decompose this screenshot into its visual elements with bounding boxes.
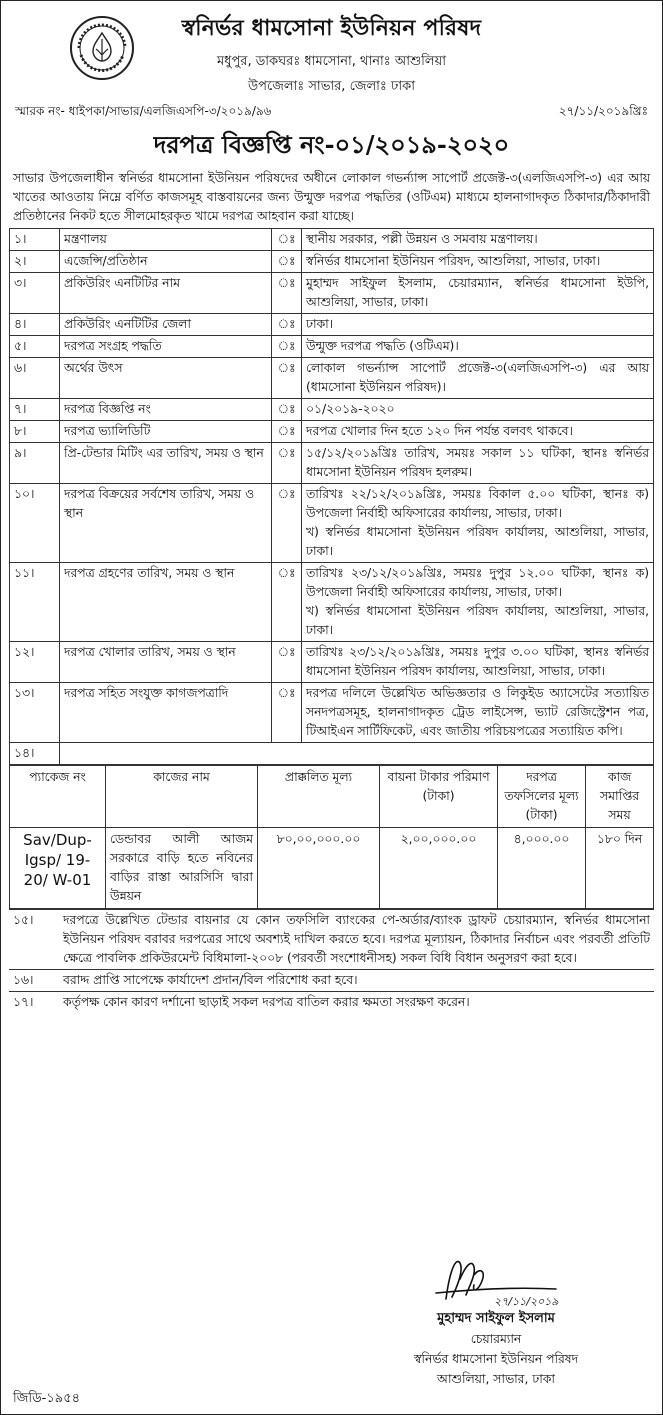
detail-value <box>302 399 654 421</box>
union-seal-icon <box>69 15 135 81</box>
detail-value <box>302 273 654 314</box>
detail-label: দরপত্র বিজ্ঞপ্তি নং <box>60 399 272 421</box>
detail-colon: ঃ <box>272 484 302 563</box>
detail-label: দরপত্র গ্রহণের তারিখ, সময় ও স্থান <box>60 563 272 642</box>
package-row <box>10 828 654 909</box>
detail-value-line: খ) স্বনির্ভর ধামসোনা ইউনিয়ন পরিষদ কার্যালয়, আশুলিয়া, সাভার, ঢাকা। <box>306 525 649 558</box>
package-code: Sav/Dup-Igsp/ 19-20/ W-01 <box>10 828 106 909</box>
memo-date: ২৭/১১/২০১৯খ্রিঃ <box>558 104 648 118</box>
package-table <box>9 765 654 909</box>
org-name: স্বনির্ভর ধামসোনা ইউনিয়ন পরিষদ <box>181 15 482 41</box>
detail-serial: ২। <box>10 251 60 273</box>
detail-value <box>302 229 654 251</box>
signatory-office: স্বনির্ভর ধামসোনা ইউনিয়ন পরিষদ <box>413 1352 579 1366</box>
detail-label: দরপত্র খোলার তারিখ, সময় ও স্থান <box>60 642 272 683</box>
detail-value-line: দরপত্র দলিলে উল্লেখিত অভিজ্ঞতার ও লিকুইড অ্যাসেটের সত্যায়িত সনদপত্রসমূহ, হালনাগাদকৃত ট্রেড লাইসেন্স, ভ্যাট রেজিস্ট্রেশন পত্র, টিআইএন সার্টিফিকেট, এবং জাতীয় পরিচয়পত্রের সত্যায়িত কপি। <box>306 686 649 738</box>
detail-colon: ঃ <box>272 336 302 358</box>
package-completion-time: ১৮০ দিন <box>586 828 654 909</box>
detail-serial: ৮। <box>10 421 60 443</box>
detail-serial: ১। <box>10 229 60 251</box>
detail-serial: ১১। <box>10 563 60 642</box>
detail-colon: ঃ <box>272 251 302 273</box>
term-number: ১৫। <box>9 910 59 970</box>
signatory-location: আশুলিয়া, সাভার, ঢাকা <box>437 1372 555 1386</box>
term-item <box>9 992 654 1014</box>
detail-serial: ৪। <box>10 314 60 336</box>
detail-value-line: স্থানীয় সরকার, পল্লী উন্নয়ন ও সমবায় মন্ত্রণালয়। <box>306 232 538 246</box>
detail-value <box>302 683 654 743</box>
term-item <box>9 910 654 970</box>
detail-value-line: ১৫/১২/২০১৯খ্রিঃ তারিখ, সময়ঃ সকাল ১১ ঘটিকা, স্থানঃ স্বনির্ভর ধামসোনা ইউনিয়ন পরিষদ হলরুম। <box>306 446 649 479</box>
detail-colon: ঃ <box>272 683 302 743</box>
detail-value <box>302 642 654 683</box>
detail-row <box>10 743 654 765</box>
signature-block <box>376 1249 616 1389</box>
detail-value-line: স্বনির্ভর ধামসোনা ইউনিয়ন পরিষদ, আশুলিয়া, সাভার, ঢাকা। <box>306 254 601 268</box>
detail-row <box>10 399 654 421</box>
detail-row <box>10 273 654 314</box>
package-header-row <box>10 766 654 828</box>
package-schedule-price: ৪,০০০.০০ <box>498 828 586 909</box>
detail-value-line: ০১/২০১৯-২০২০ <box>306 402 395 416</box>
detail-value <box>302 314 654 336</box>
detail-colon: ঃ <box>272 642 302 683</box>
detail-label: দরপত্র সংগ্রহ পদ্ধতি <box>60 336 272 358</box>
detail-row <box>10 484 654 563</box>
detail-row <box>10 421 654 443</box>
notice-title: দরপত্র বিজ্ঞপ্তি নং-০১/২০১৯-২০২০ <box>153 130 510 159</box>
detail-serial: ৩। <box>10 273 60 314</box>
detail-value-line: মুহাম্মদ সাইফুল ইসলাম, চেয়ারম্যান, স্বনির্ভর ধামসোনা ইউপি, আশুলিয়া, সাভার, ঢাকা। <box>306 276 649 309</box>
notice-header <box>9 11 654 101</box>
detail-colon: ঃ <box>272 358 302 399</box>
package-earnest-money: ২,০০,০০০.০০ <box>380 828 498 909</box>
handwritten-signature-icon <box>416 1249 576 1309</box>
detail-value <box>302 251 654 273</box>
detail-value-line: ঢাকা। <box>306 317 334 331</box>
detail-serial: ৫। <box>10 336 60 358</box>
detail-label: প্রকিউরিং এনটিটির নাম <box>60 273 272 314</box>
detail-value <box>302 421 654 443</box>
intro-paragraph: সাভার উপজেলাধীন স্বনির্ভর ধামসোনা ইউনিয়ন পরিষদের অধীনে লোকাল গভর্ন্যান্স সাপোর্ট প্রজেক্ট-৩(এলজিএসপি-৩) এর আয় খাতের আওতায় নিম্নে বর্ণিত কাজসমূহ বাস্তবায়নের জন্য উন্মুক্ত দরপত্র পদ্ধতির (ওটিএম) মাধ্যমে হালনাগাদকৃত ঠিকাদার/ঠিকাদারী প্রতিষ্ঠানের নিকট হতে সীলমোহরকৃত খামে দরপত্র আহবান করা যাচ্ছে। <box>13 171 650 223</box>
detail-label: দরপত্র সহিত সংযুক্ত কাগজপত্রাদি <box>60 683 272 743</box>
detail-value <box>302 563 654 642</box>
detail-row <box>10 683 654 743</box>
memo-number: স্মারক নং- ধাইপকা/সাভার/এলজিএসপি-৩/২০১৯/৯৬ <box>15 104 272 118</box>
detail-value <box>302 443 654 484</box>
detail-value <box>302 358 654 399</box>
signature-date: ২৭/১১/২০১৯ <box>494 1295 559 1308</box>
address-line-1: মধুপুর, ডাকঘরঃ ধামসোনা, থানাঃ আশুলিয়া <box>216 54 447 69</box>
detail-row <box>10 251 654 273</box>
detail-row <box>10 563 654 642</box>
detail-label: মন্ত্রণালয় <box>60 229 272 251</box>
terms-list <box>9 909 654 1013</box>
package-header-cell: কাজ সমাপ্তির সময় <box>586 766 654 828</box>
detail-colon: ঃ <box>272 421 302 443</box>
term-text: দরপত্রে উল্লেখিত টেন্ডার বায়নার যে কোন তফসিলি ব্যাংকের পে-অর্ডার/ব্যাংক ড্রাফট চেয়ারম্যান, স্বনির্ভর ধামসোনা ইউনিয়ন পরিষদ বরাবর দরপত্রের সাথে অবশ্যই দাখিল করতে হবে। দরপত্র মূল্যায়ন, ঠিকাদার নির্বাচন এবং পরবর্তী প্রতিটি ক্ষেত্রে পাবলিক প্রকিউরমেন্ট বিধিমালা-২০০৮ (পরবর্তী সংশোধনীসহ) সকল বিধি বিধান অনুসরণ করা হবে। <box>59 910 654 970</box>
tender-details-table <box>9 228 654 765</box>
detail-value-line: উন্মুক্ত দরপত্র পদ্ধতি (ওটিএম)। <box>306 339 459 353</box>
address-line-2: উপজেলাঃ সাভার, জেলাঃ ঢাকা <box>248 79 415 94</box>
tender-details-body <box>10 229 654 765</box>
detail-serial: ৬। <box>10 358 60 399</box>
detail-row <box>10 314 654 336</box>
detail-value-line: তারিখঃ ২৩/১২/২০১৯খ্রিঃ, সময়ঃ দুপুর ১২.০০ ঘটিকা, স্থানঃ ক) উপজেলা নির্বাহী অফিসারের কার্যালয়, সাভার, ঢাকা। <box>306 566 649 599</box>
detail-serial: ১০। <box>10 484 60 563</box>
package-header-cell: প্যাকেজ নং <box>10 766 106 828</box>
package-work-name: ডেন্ডাবর আলী আজম সরকারে বাড়ি হতে নবিনের বাড়ির রাস্তা আরসিসি দ্বারা উন্নয়ন <box>106 828 258 909</box>
detail-value-line: দরপত্র খোলার দিন হতে ১২০ দিন পর্যন্ত বলবৎ থাকবে। <box>306 424 573 438</box>
detail-empty <box>60 743 654 765</box>
signatory-name: মুহাম্মদ সাইফুল ইসলাম <box>437 1311 555 1326</box>
detail-value <box>302 336 654 358</box>
signatory-designation: চেয়ারম্যান <box>470 1332 522 1346</box>
detail-serial: ১৪। <box>10 743 60 765</box>
package-header-cell: প্রাক্কলিত মূল্য <box>258 766 380 828</box>
memo-row <box>9 103 654 123</box>
detail-serial: ৭। <box>10 399 60 421</box>
detail-value-line: তারিখঃ ২৩/১২/২০১৯খ্রিঃ, সময়ঃ দুপুর ৩.০০ ঘটিকা, স্থানঃ স্বনির্ভর ধামসোনা ইউনিয়ন পরিষদ কার্যালয়, আশুলিয়া, সাভার, ঢাকা। <box>306 645 649 678</box>
detail-row <box>10 358 654 399</box>
detail-value-line: খ) স্বনির্ভর ধামসোনা ইউনিয়ন পরিষদ কার্যালয়, আশুলিয়া, সাভার, ঢাকা। <box>306 604 649 637</box>
detail-row <box>10 336 654 358</box>
detail-label: অর্থের উৎস <box>60 358 272 399</box>
term-text: কর্তৃপক্ষ কোন কারণ দর্শানো ছাড়াই সকল দরপত্র বাতিল করার ক্ষমতা সংরক্ষণ করেন। <box>59 992 654 1014</box>
package-estimated-cost: ৮০,০০,০০০.০০ <box>258 828 380 909</box>
detail-serial: ১৩। <box>10 683 60 743</box>
term-number: ১৬। <box>9 970 59 992</box>
detail-colon: ঃ <box>272 273 302 314</box>
term-text: বরাদ্দ প্রাপ্তি সাপেক্ষে কার্যাদেশ প্রদান/বিল পরিশোধ করা হবে। <box>59 970 654 992</box>
detail-serial: ৯। <box>10 443 60 484</box>
detail-value <box>302 484 654 563</box>
detail-colon: ঃ <box>272 229 302 251</box>
detail-colon: ঃ <box>272 563 302 642</box>
detail-colon: ঃ <box>272 314 302 336</box>
detail-label: দরপত্র ভ্যালিডিটি <box>60 421 272 443</box>
detail-row <box>10 642 654 683</box>
package-header-cell: বায়না টাকার পরিমাণ (টাকা) <box>380 766 498 828</box>
package-header-cell: দরপত্র তফসিলের মূল্য (টাকা) <box>498 766 586 828</box>
detail-label: দরপত্র বিক্রয়ের সর্বশেষ তারিখ, সময় ও স্থান <box>60 484 272 563</box>
detail-colon: ঃ <box>272 443 302 484</box>
detail-value-line: লোকাল গভর্ন্যান্স সাপোর্ট প্রজেক্ট-৩(এলজিএসপি-৩) এর আয় (ধামসোনা ইউনিয়ন পরিষদ)। <box>306 361 649 394</box>
detail-row <box>10 443 654 484</box>
package-header-cell: কাজের নাম <box>106 766 258 828</box>
gd-number: জিডি-১৯৫৪ <box>13 1391 81 1406</box>
term-number: ১৭। <box>9 992 59 1014</box>
detail-value-line: তারিখঃ ২২/১২/২০১৯খ্রিঃ, সময়ঃ বিকাল ৫.০০ ঘটিকা, স্থানঃ ক) উপজেলা নির্বাহী অফিসারের কার্যালয়, সাভার, ঢাকা। <box>306 487 649 520</box>
detail-colon: ঃ <box>272 399 302 421</box>
detail-serial: ১২। <box>10 642 60 683</box>
detail-label: প্রি-টেন্ডার মিটিং এর তারিখ, সময় ও স্থান <box>60 443 272 484</box>
detail-label: প্রকিউরিং এনটিটির জেলা <box>60 314 272 336</box>
detail-row <box>10 229 654 251</box>
term-item <box>9 970 654 992</box>
detail-label: এজেন্সি/প্রতিষ্ঠান <box>60 251 272 273</box>
